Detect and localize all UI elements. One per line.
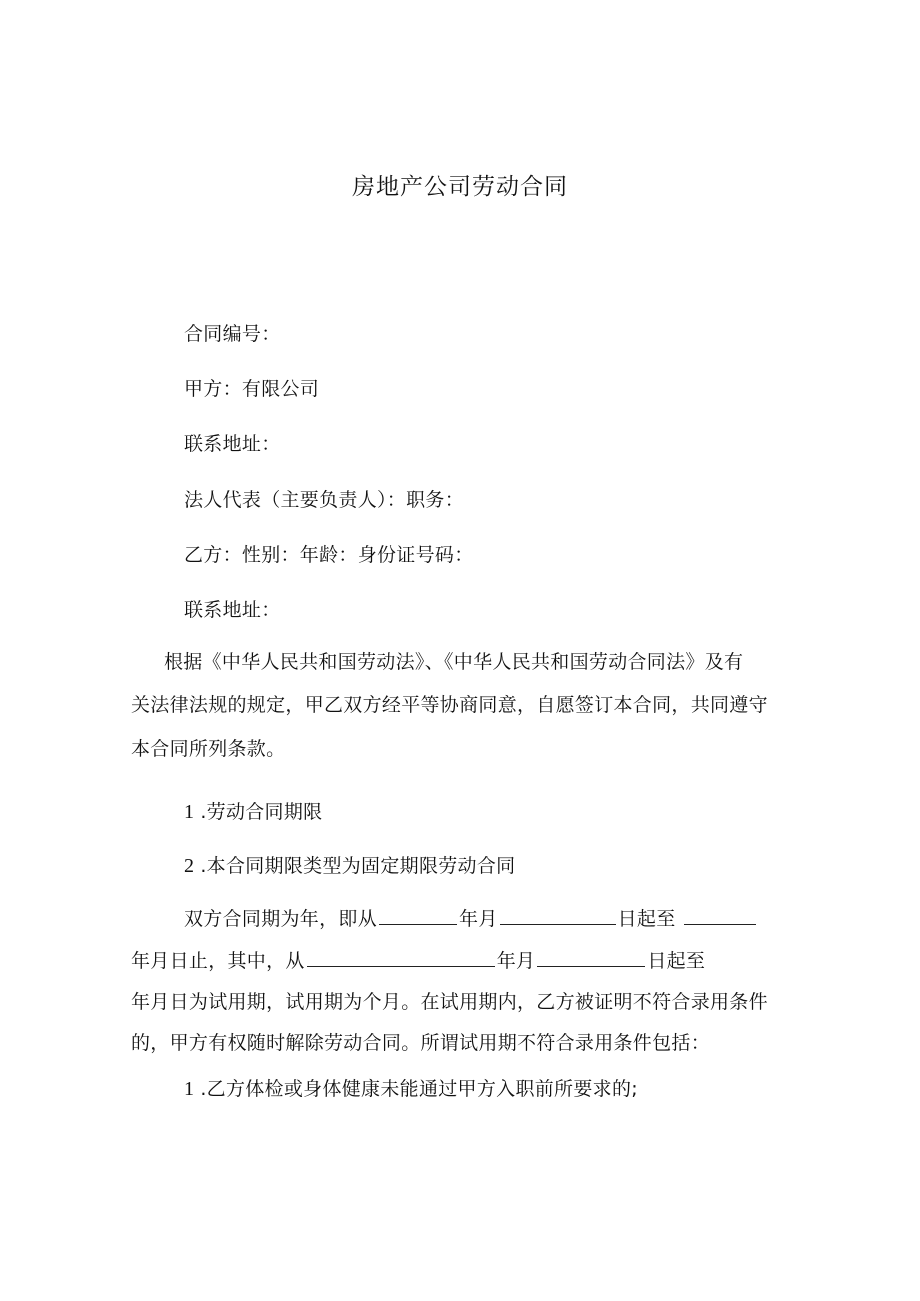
section-1-heading (184, 799, 322, 825)
term-line-1-part-c: 日起至 (617, 908, 676, 930)
condition-item-1-number: 1 (184, 1078, 195, 1100)
intro-paragraph-line-2: 关法律法规的规定，甲乙双方经平等协商同意，自愿签订本合同，共同遵守 (131, 694, 768, 716)
section-2-number: 2 (184, 855, 195, 877)
condition-item-1-text: .乙方体检或身体健康未能通过甲方入职前所要求的; (200, 1078, 638, 1100)
party-a-field: 甲方：有限公司 (184, 378, 320, 400)
term-line-4: 的，甲方有权随时解除劳动合同。所谓试用期不符合录用条件包括： (131, 1032, 711, 1054)
term-line-1 (184, 906, 758, 932)
intro-paragraph-line-1: 根据《中华人民共和国劳动法》、《中华人民共和国劳动合同法》及有 (164, 651, 744, 673)
section-2-text: .本合同期限类型为固定期限劳动合同 (200, 855, 516, 877)
term-line-2-part-b: 年月 (496, 950, 536, 972)
legal-representative-field: 法人代表（主要负责人）：职务： (184, 489, 465, 511)
party-b-address-field: 联系地址： (184, 599, 281, 621)
contract-number-field: 合同编号： (184, 323, 281, 345)
probation-start-year-blank (307, 948, 495, 967)
section-1-text: .劳动合同期限 (200, 801, 323, 823)
party-a-address-field: 联系地址： (184, 433, 281, 455)
document-title: 房地产公司劳动合同 (352, 174, 568, 200)
term-line-2-part-a: 年月日止，其中，从 (131, 950, 305, 972)
end-year-blank (684, 906, 756, 925)
start-month-day-blank (500, 906, 616, 925)
term-line-1-part-a: 双方合同期为年，即从 (184, 908, 378, 930)
term-line-3: 年月日为试用期，试用期为个月。在试用期内，乙方被证明不符合录用条件 (131, 991, 768, 1013)
condition-item-1 (184, 1076, 638, 1102)
section-1-number: 1 (184, 801, 195, 823)
start-year-blank (379, 906, 457, 925)
intro-paragraph-line-3: 本合同所列条款。 (131, 738, 286, 760)
section-2-heading (184, 853, 515, 879)
probation-start-month-day-blank (537, 948, 645, 967)
party-b-field: 乙方：性别：年龄：身份证号码： (184, 544, 474, 566)
term-line-2-part-c: 日起至 (647, 950, 706, 972)
term-line-2 (131, 948, 705, 974)
term-line-1-part-b: 年月 (459, 908, 498, 930)
